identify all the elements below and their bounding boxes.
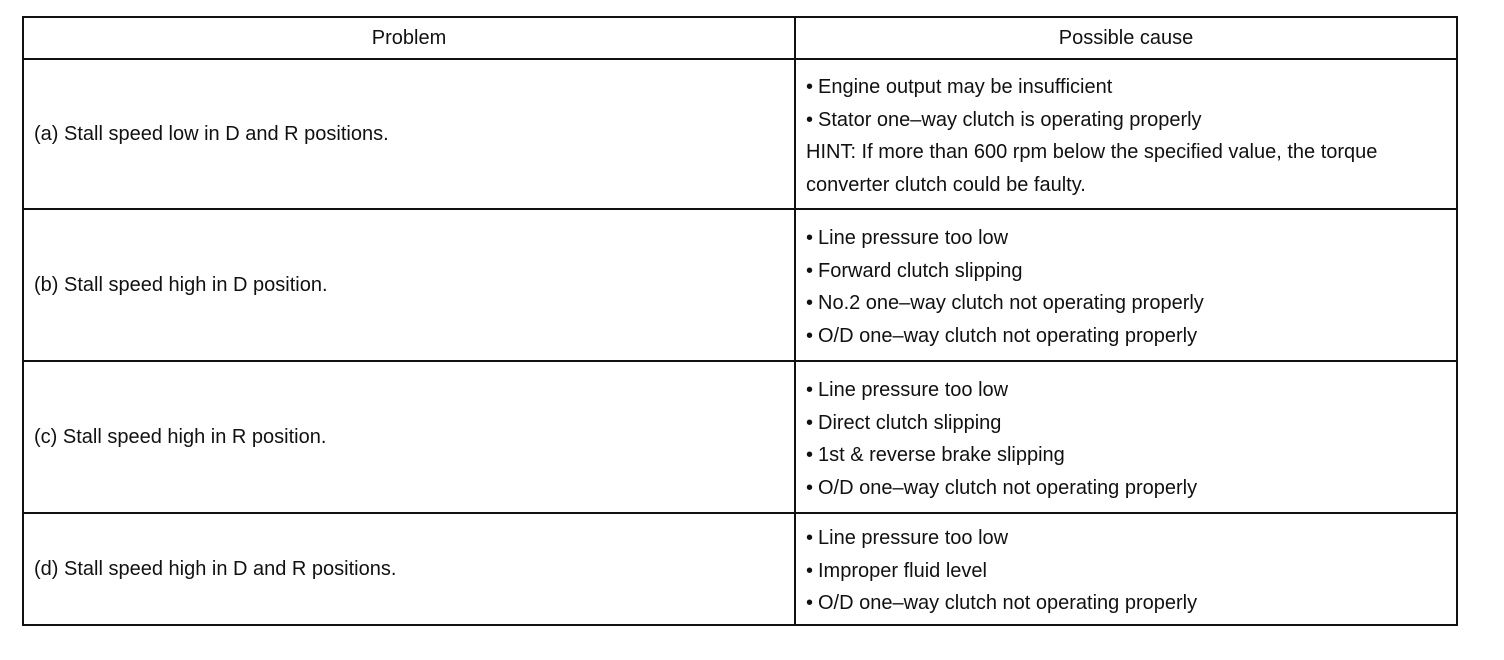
cause-item: • Line pressure too low xyxy=(806,374,1446,407)
table-header-row xyxy=(23,17,1457,59)
cause-item: • Stator one–way clutch is operating properly xyxy=(806,104,1446,137)
hint-text: HINT: If more than 600 rpm below the specified value, the torque converter clutch could be faulty. xyxy=(806,141,1378,196)
table-row xyxy=(23,59,1457,209)
column-header-possible-cause: Possible cause xyxy=(795,17,1457,59)
bullet-icon: • xyxy=(806,411,814,434)
cause-item: • No.2 one–way clutch not operating properly xyxy=(806,287,1446,320)
cause-item: • Line pressure too low xyxy=(806,222,1446,255)
bullet-icon: • xyxy=(806,259,814,282)
cause-item: • Forward clutch slipping xyxy=(806,255,1446,288)
table-row xyxy=(23,361,1457,513)
troubleshooting-table-container xyxy=(22,16,1456,626)
possible-cause-cell xyxy=(795,513,1457,625)
problem-cell xyxy=(23,513,795,625)
problem-text: (c) Stall speed high in R position. xyxy=(34,425,327,448)
column-header-problem: Problem xyxy=(23,17,795,59)
cause-item: • O/D one–way clutch not operating properly xyxy=(806,587,1446,620)
cause-item: • Engine output may be insufficient xyxy=(806,71,1446,104)
bullet-icon: • xyxy=(806,292,814,314)
bullet-icon: • xyxy=(806,444,814,466)
cause-item: • 1st & reverse brake slipping xyxy=(806,439,1446,472)
table-row xyxy=(23,513,1457,625)
problem-text: (b) Stall speed high in D position. xyxy=(34,273,328,296)
bullet-icon: • xyxy=(806,476,814,499)
bullet-icon: • xyxy=(806,108,814,131)
bullet-icon: • xyxy=(806,559,814,582)
bullet-icon: • xyxy=(806,76,814,98)
cause-item: • O/D one–way clutch not operating properly xyxy=(806,472,1446,505)
problem-cell xyxy=(23,59,795,209)
problem-text: (d) Stall speed high in D and R positions. xyxy=(34,557,397,580)
cause-item: • Improper fluid level xyxy=(806,555,1446,588)
bullet-icon: • xyxy=(806,227,814,249)
problem-text: (a) Stall speed low in D and R positions. xyxy=(34,122,389,145)
possible-cause-cell xyxy=(795,209,1457,361)
table-row xyxy=(23,209,1457,361)
bullet-icon: • xyxy=(806,379,814,401)
troubleshooting-table xyxy=(22,16,1458,626)
possible-cause-cell xyxy=(795,361,1457,513)
cause-item: • Direct clutch slipping xyxy=(806,407,1446,440)
bullet-icon: • xyxy=(806,592,814,615)
problem-cell xyxy=(23,361,795,513)
possible-cause-cell xyxy=(795,59,1457,209)
bullet-icon: • xyxy=(806,324,814,347)
cause-item: • Line pressure too low xyxy=(806,522,1446,555)
problem-cell xyxy=(23,209,795,361)
bullet-icon: • xyxy=(806,527,814,550)
cause-item: • O/D one–way clutch not operating properly xyxy=(806,320,1446,353)
